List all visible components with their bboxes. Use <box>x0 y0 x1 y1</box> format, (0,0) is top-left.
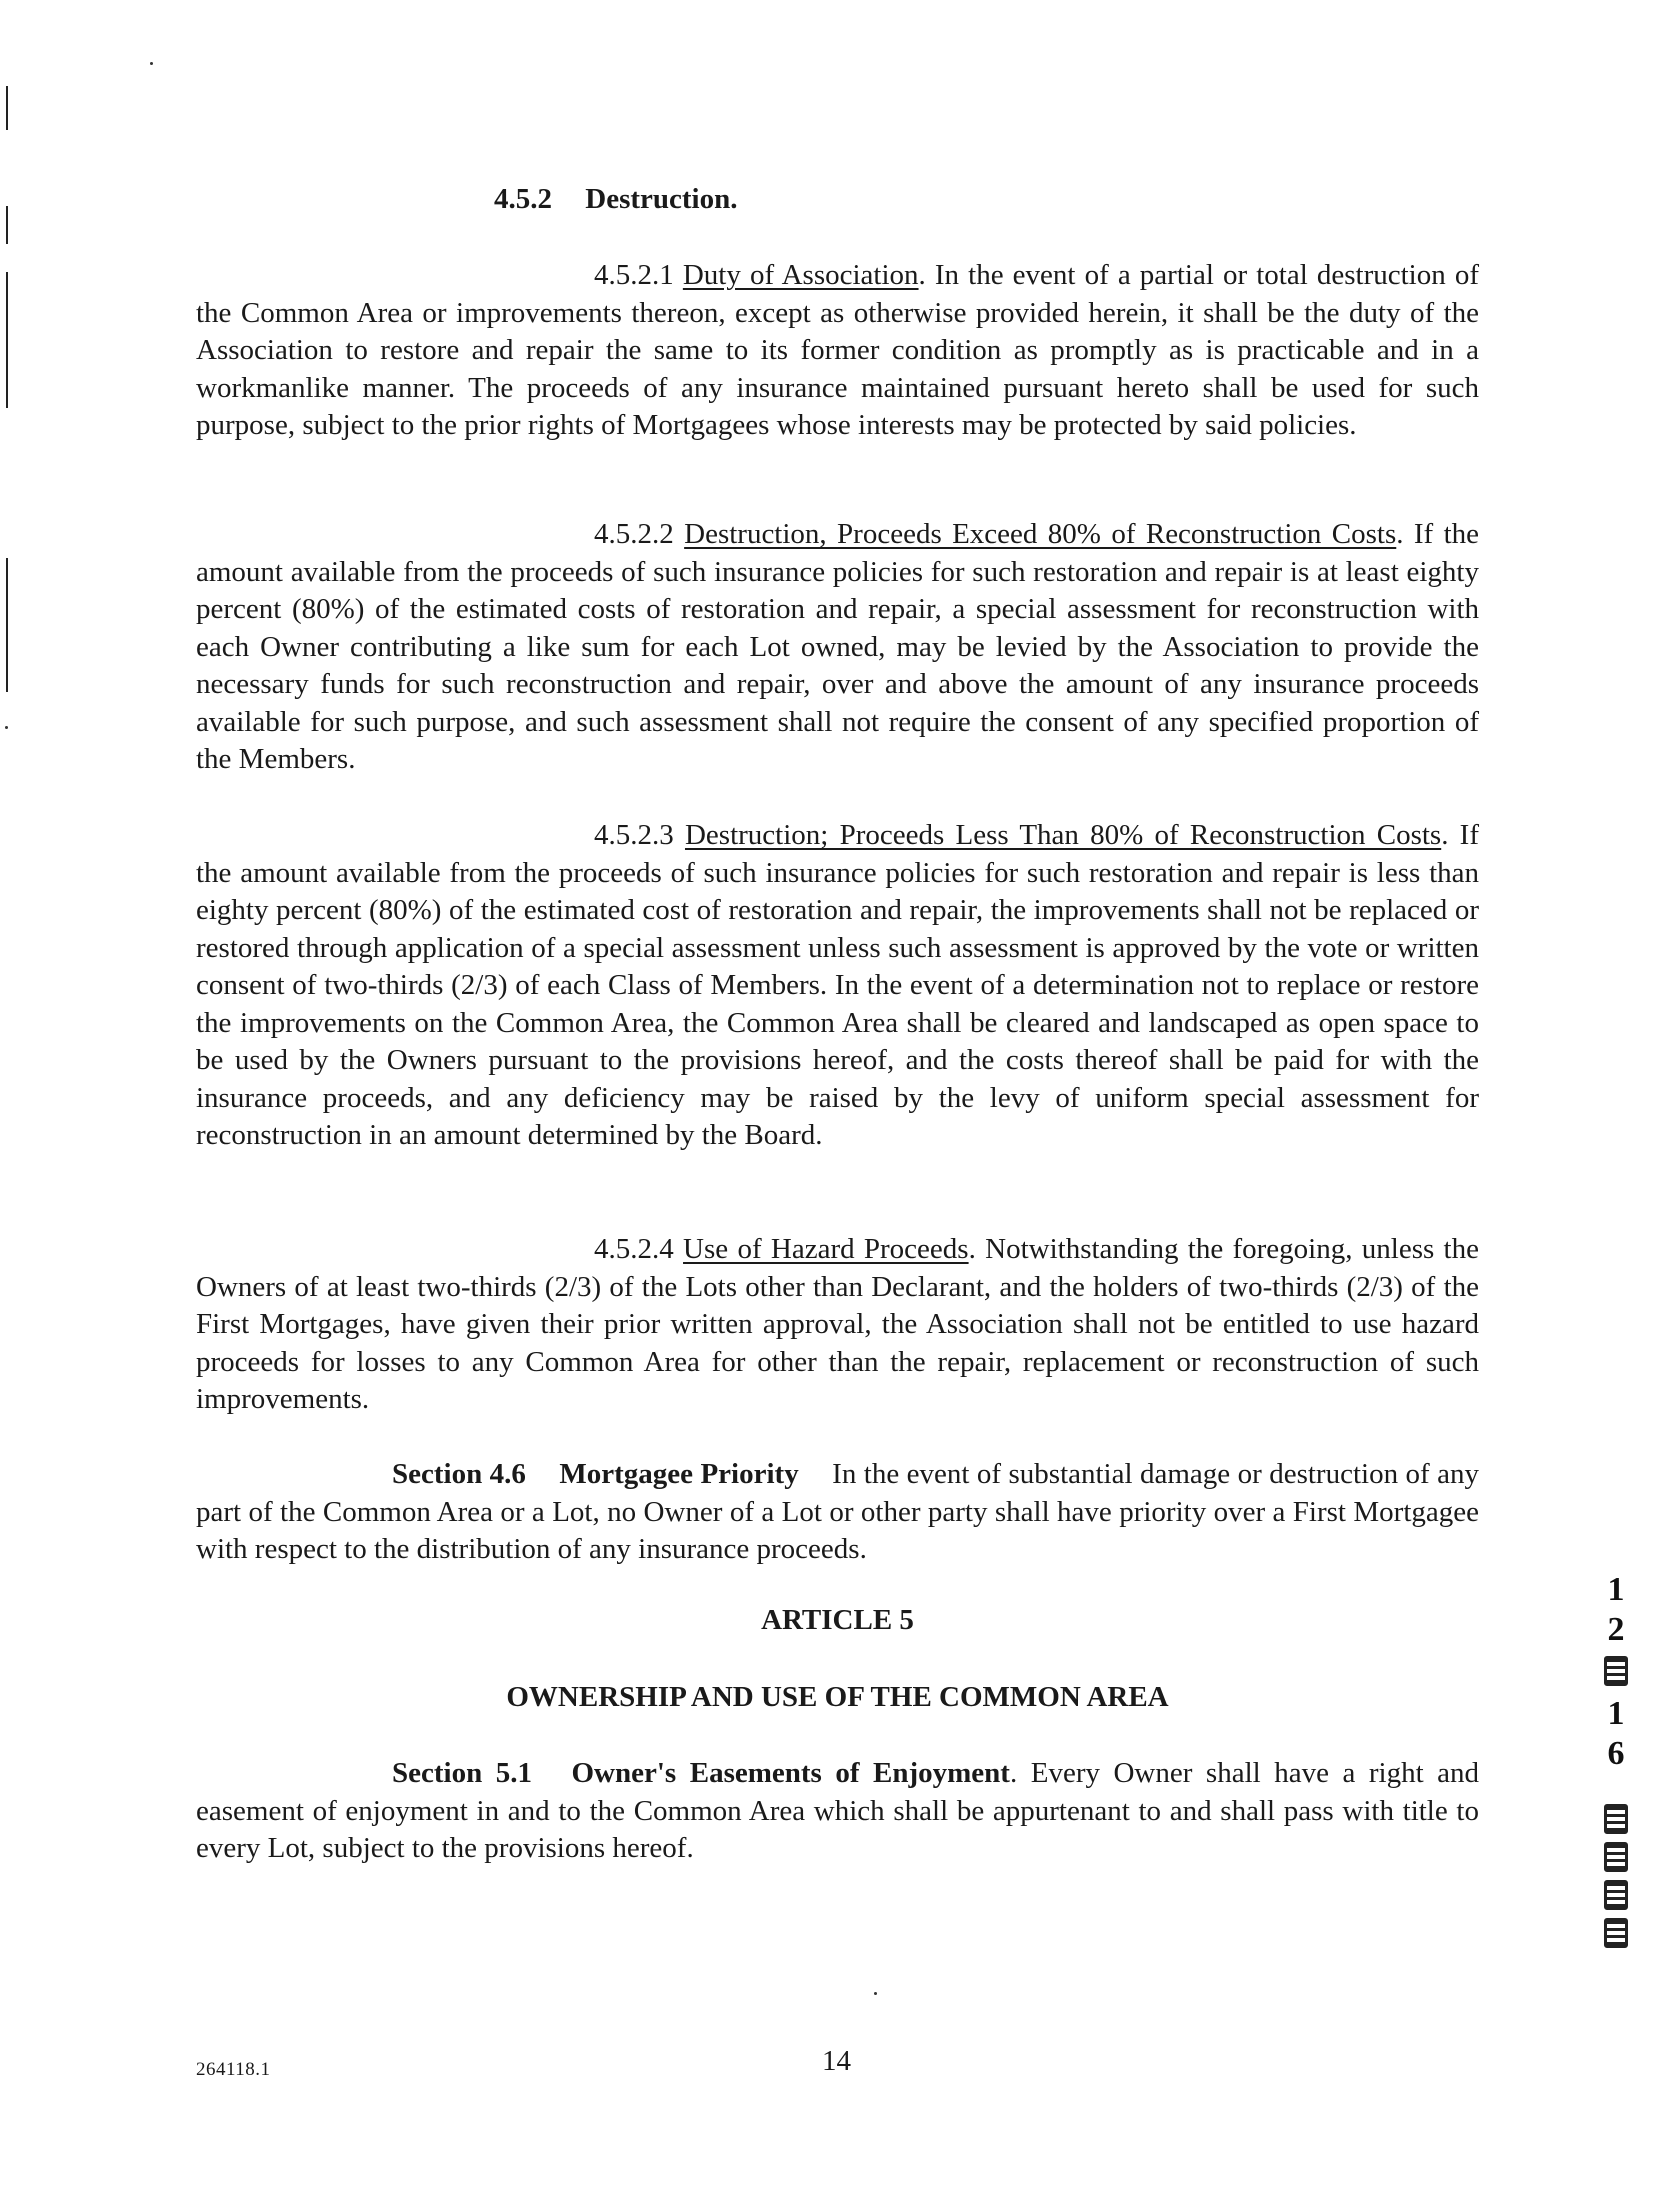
stamp-digit: 1 <box>1607 1571 1625 1608</box>
paragraph-title: Use of Hazard Proceeds <box>683 1233 969 1265</box>
stamp-digit: 6 <box>1607 1735 1625 1772</box>
article-label: ARTICLE 5 <box>761 1604 914 1636</box>
paragraph-title: Duty of Association <box>682 259 919 291</box>
recording-stamp <box>1598 1570 1634 1956</box>
paragraph-body: . If the amount available from the proceeds of such insurance policies for such restoration and repair is less than eighty percent (80%) of the estimated cost of restoration and repair, the improvements shall not be replaced or restored through application of a special assessment unless such assessment is approved by the vote or written consent of two-thirds (2/3) of each Class of Members. In the event of a determination not to replace or restore the improvements on the Common Area, the Common Area shall be cleared and landscaped as open space to be used by the Owners pursuant to the provisions hereof, and the costs thereof shall be paid for with the insurance proceeds, and any deficiency may be raised by the levy of uniform special assessment for reconstruction in an amount determined by the Board. <box>196 819 1479 1151</box>
section-body: In the event of substantial damage or destruction of any part of the Common Area or a Lot, no Owner of a Lot or other party shall have priority over a First Mortgagee with respect to the distribution of any insurance proceeds. <box>196 1458 1480 1565</box>
stamp-mark-icon <box>1604 1880 1628 1910</box>
stamp-mark-icon <box>1604 1842 1628 1872</box>
paragraph-number: 4.5.2.4 <box>594 1233 674 1265</box>
section-title: Owner's Easements of Enjoyment <box>571 1757 1010 1789</box>
paragraph-4-5-2-1 <box>196 257 1479 445</box>
section-5-1 <box>196 1755 1479 1868</box>
stamp-mark-icon <box>1604 1804 1628 1834</box>
scan-mark <box>6 206 8 244</box>
page-number: 14 <box>822 2045 851 2077</box>
paragraph-body: . Notwithstanding the foregoing, unless the Owners of at least two-thirds (2/3) of the Lots other than Declarant, and the holders of two-thirds (2/3) of the First Mortgages, have given their prior written approval, the Association shall not be entitled to use hazard proceeds for losses to any Common Area for other than the repair, replacement or reconstruction of such improvements. <box>196 1233 1479 1415</box>
stamp-digit: 2 <box>1607 1611 1625 1648</box>
scan-speck <box>874 1992 877 1995</box>
stamp-mark-icon <box>1604 1656 1628 1686</box>
heading-title: Destruction. <box>585 183 738 215</box>
section-4-6 <box>196 1456 1479 1569</box>
section-body: . Every Owner shall have a right and easement of enjoyment in and to the Common Area which shall be appurtenant to and shall pass with title to every Lot, subject to the provisions hereof. <box>196 1757 1480 1864</box>
paragraph-4-5-2-2 <box>196 516 1479 779</box>
article-title: OWNERSHIP AND USE OF THE COMMON AREA <box>506 1681 1169 1713</box>
stamp-digit: 1 <box>1607 1695 1625 1732</box>
scan-speck <box>5 726 8 729</box>
paragraph-number: 4.5.2.2 <box>594 518 674 550</box>
paragraph-4-5-2-4 <box>196 1231 1479 1419</box>
document-id: 264118.1 <box>196 2059 271 2080</box>
scan-mark <box>6 558 8 692</box>
section-number: Section 4.6 <box>392 1458 526 1490</box>
paragraph-number: 4.5.2.3 <box>594 819 674 851</box>
paragraph-4-5-2-3 <box>196 817 1479 1155</box>
scan-mark <box>6 86 8 130</box>
paragraph-title: Destruction, Proceeds Exceed 80% of Reconstruction Costs <box>684 518 1397 550</box>
paragraph-body: . In the event of a partial or total destruction of the Common Area or improvements thereon, except as otherwise provided herein, it shall be the duty of the Association to restore and repair the same to its former condition as promptly as is practicable and in a workmanlike manner. The proceeds of any insurance maintained pursuant hereto shall be used for such purpose, subject to the prior rights of Mortgagees whose interests may be protected by said policies. <box>196 259 1479 441</box>
scan-mark <box>6 272 8 408</box>
paragraph-title: Destruction; Proceeds Less Than 80% of Reconstruction Costs <box>684 819 1442 851</box>
section-title: Mortgagee Priority <box>559 1458 799 1490</box>
heading-4-5-2 <box>196 181 1479 219</box>
stamp-mark-icon <box>1604 1918 1628 1948</box>
section-number: Section 5.1 <box>392 1757 532 1789</box>
paragraph-number: 4.5.2.1 <box>594 259 674 291</box>
scan-speck <box>150 62 153 65</box>
heading-number: 4.5.2 <box>494 183 552 215</box>
paragraph-body: . If the amount available from the proceeds of such insurance policies for such restoration and repair is at least eighty percent (80%) of the estimated costs of restoration and repair, a special assessment for reconstruction with each Owner contributing a like sum for each Lot owned, may be levied by the Association to provide the necessary funds for such reconstruction and repair, over and above the amount of any insurance proceeds available for such purpose, and such assessment shall not require the consent of any specified proportion of the Members. <box>196 518 1479 775</box>
